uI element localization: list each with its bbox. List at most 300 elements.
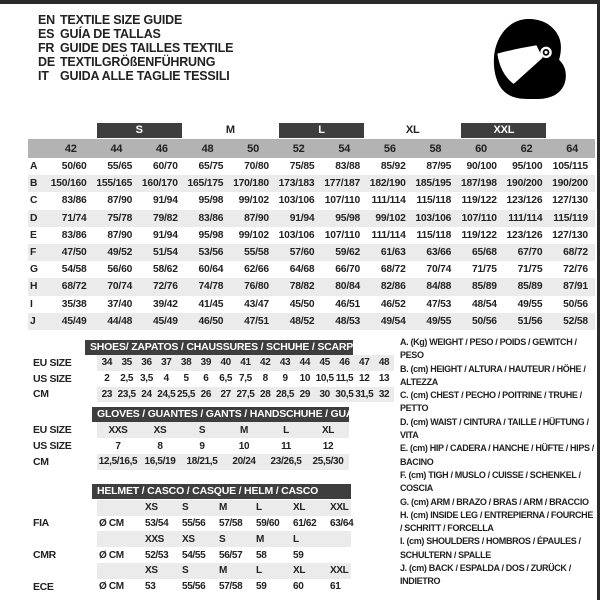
value-cell: 42	[260, 357, 271, 369]
language-code: FR	[38, 41, 55, 55]
size-cell: 91/94	[152, 229, 178, 241]
value-cell: M	[240, 424, 248, 436]
size-cell: 61/63	[380, 247, 406, 259]
row-label: B	[30, 178, 38, 190]
language-code: DE	[38, 55, 55, 69]
value-cell: 4	[163, 373, 169, 385]
legend-item: I. (cm) SHOULDERS / HOMBROS / ÉPAULES / SCHULTERN / SPALLE	[400, 536, 581, 560]
size-cell: 115/118	[416, 195, 452, 207]
size-header: XXS	[145, 533, 164, 545]
size-cell: 50/56	[563, 298, 588, 310]
size-cell: 50/56	[472, 315, 497, 327]
row-label: H	[30, 281, 38, 293]
size-cell: 95/98	[335, 212, 361, 224]
row-values	[97, 531, 351, 547]
size-group	[458, 123, 549, 138]
size-cell: 47/53	[426, 298, 452, 310]
value-cell: 56/57	[219, 549, 243, 561]
size-header: S	[182, 502, 189, 514]
size-cell: 58/62	[152, 264, 178, 276]
measurement-row	[28, 278, 595, 295]
size-group-bar: XXL	[461, 123, 546, 138]
language-label: TEXTILGRÖßENFÜHRUNG	[60, 55, 216, 69]
value-cell: 27	[220, 388, 231, 400]
size-cell: 72/76	[152, 281, 178, 293]
size-cell: 55/65	[107, 161, 133, 173]
size-header: XXL	[330, 565, 349, 577]
size-cell: 57/60	[289, 247, 315, 259]
size-cell: 103/106	[278, 195, 315, 207]
size-cell: 70/74	[426, 264, 452, 276]
size-cell: 70/80	[244, 161, 269, 173]
value-cell: 25,5	[177, 388, 196, 400]
size-cell: 83/86	[198, 212, 224, 224]
helmet-table	[28, 484, 394, 595]
size-cell: 59/62	[335, 247, 361, 259]
legend-item: A. (Kg) WEIGHT / PESO / POIDS / GEWITCH / PESO	[400, 337, 577, 361]
row-values	[97, 547, 351, 563]
value-cell: 18/21,5	[186, 456, 218, 468]
value-cell: 45	[319, 357, 330, 369]
language-label: GUIDA ALLE TAGLIE TESSILI	[60, 69, 230, 83]
value-cell: 20/24	[232, 456, 256, 468]
size-cell: 45/49	[61, 315, 87, 327]
value-cell: 11	[281, 440, 291, 452]
size-cell: 155/165	[96, 178, 133, 190]
size-header: S	[182, 565, 189, 577]
size-cell: 99/102	[238, 229, 269, 241]
size-cell: 85/89	[517, 281, 543, 293]
size-cell: 49/55	[426, 315, 452, 327]
value-cell: 7,5	[239, 373, 252, 385]
measurement-row	[28, 158, 595, 175]
size-cell: 83/86	[61, 229, 87, 241]
value-cell: 24,5	[157, 388, 176, 400]
value-cell: 38	[180, 357, 192, 369]
size-cell: 127/130	[552, 195, 588, 207]
value-cell: 59	[293, 549, 304, 561]
size-header: XXL	[330, 502, 349, 514]
size-cell: 91/94	[289, 212, 315, 224]
value-cell: XXS	[108, 424, 128, 436]
row-label: US SIZE	[33, 440, 72, 453]
value-cell: 12	[359, 373, 370, 385]
legend-item: E. (cm) HIP / CADERA / HANCHE / HÜFTE / HIPS / BACINO	[400, 443, 594, 467]
language-row	[38, 55, 233, 69]
legend-item: J. (cm) BACK / ESPALDA / DOS / ZURÜCK / INDIETRO	[400, 563, 571, 587]
size-cell: 47/50	[61, 247, 87, 259]
value-cell: 29	[299, 388, 311, 400]
row-values	[97, 355, 394, 371]
row-values	[97, 438, 349, 454]
sub-table-row	[28, 387, 394, 403]
legend-item: F. (cm) TIGH / MUSLO / CUISSE / SCHENKEL / COSCIA	[400, 469, 581, 494]
language-row	[38, 27, 233, 41]
gloves-title-row	[28, 406, 394, 422]
language-label: GUIDE DES TAILLES TEXTILE	[60, 41, 234, 55]
column-header: 58	[429, 142, 442, 155]
helmet-table-title: HELMET / CASCO / CASQUE / HELM / CASCO	[92, 484, 351, 499]
size-cell: 51/56	[517, 315, 543, 327]
value-cell: 8	[262, 373, 268, 385]
size-cell: 170/180	[233, 178, 269, 190]
legend-item: C. (cm) CHEST / PECHO / POITRINE / TRUHE / PETTO	[400, 390, 582, 414]
row-label: E	[30, 229, 37, 241]
size-cell: 37/40	[107, 298, 133, 310]
value-cell: 57/58	[219, 517, 243, 529]
size-cell: 115/119	[553, 212, 588, 224]
size-header: L	[293, 533, 299, 545]
size-cell: 79/82	[152, 212, 178, 224]
size-cell: 123/126	[506, 229, 543, 241]
column-header: 54	[338, 142, 351, 155]
size-cell: 60/70	[152, 161, 178, 173]
size-cell: 105/115	[552, 161, 588, 173]
value-cell: 35	[121, 357, 132, 369]
value-cell: 55/56	[182, 517, 206, 529]
language-title-block	[38, 13, 233, 83]
row-label: A	[30, 161, 38, 173]
size-cell: 35/38	[61, 298, 87, 310]
measurement-row	[28, 261, 595, 278]
value-cell: 28	[260, 388, 271, 400]
value-cell: 43	[279, 357, 291, 369]
value-cell: XL	[321, 424, 335, 436]
size-cell: 45/50	[289, 298, 315, 310]
size-cell: 71/74	[61, 212, 87, 224]
size-cell: 187/198	[460, 178, 497, 190]
row-label: C	[30, 195, 38, 207]
size-cell: 90/100	[466, 161, 497, 173]
gloves-table-title: GLOVES / GUANTES / GANTS / HANDSCHUHE / GUANTI	[92, 407, 349, 422]
helmet-value-row	[28, 579, 394, 595]
row-label: G	[30, 264, 38, 276]
racing-helmet-icon	[486, 15, 570, 114]
measurement-row	[28, 192, 595, 209]
size-cell: 74/78	[198, 281, 224, 293]
size-cell: 71/75	[472, 264, 497, 276]
size-cell: 64/68	[289, 264, 315, 276]
size-group-bar: S	[97, 123, 182, 138]
size-header: XL	[293, 502, 306, 514]
size-cell: 47/51	[244, 315, 269, 327]
column-header: 62	[520, 142, 533, 155]
size-cell: 80/84	[335, 281, 361, 293]
column-header: 56	[383, 142, 396, 155]
size-cell: 41/45	[198, 298, 224, 310]
row-values	[97, 387, 394, 403]
value-cell: 61	[330, 581, 341, 593]
value-cell: 9	[199, 440, 205, 452]
size-cell: 95/98	[198, 195, 224, 207]
size-header: L	[256, 565, 262, 577]
size-cell: 160/170	[141, 178, 178, 190]
size-cell: 68/72	[61, 281, 87, 293]
size-cell: 65/68	[472, 247, 497, 259]
sub-table-row	[28, 422, 394, 438]
size-cell: 68/72	[380, 264, 406, 276]
size-cell: 95/98	[198, 229, 224, 241]
size-cell: 76/80	[244, 281, 269, 293]
size-header: M	[256, 533, 264, 545]
value-cell: 47	[359, 357, 370, 369]
value-cell: 6,5	[219, 373, 233, 385]
size-cell: 63/66	[426, 247, 452, 259]
size-cell: 87/95	[426, 161, 452, 173]
row-label: I	[30, 298, 33, 310]
value-cell: 39	[200, 357, 212, 369]
row-values	[97, 422, 349, 438]
value-cell: 40	[220, 357, 231, 369]
size-cell: 103/106	[278, 229, 315, 241]
value-cell: L	[283, 424, 289, 436]
row-label: EU SIZE	[33, 424, 72, 437]
row-values	[97, 371, 394, 387]
size-cell: 43/47	[244, 298, 269, 310]
value-cell: 12	[322, 440, 334, 452]
value-cell: 23/26,5	[270, 456, 302, 468]
size-cell: 190/200	[506, 178, 543, 190]
size-header: S	[219, 533, 226, 545]
size-cell: 48/52	[289, 315, 315, 327]
helmet-size-row	[28, 500, 394, 516]
size-cell: 82/86	[380, 281, 406, 293]
size-cell: 39/42	[152, 298, 178, 310]
row-values	[97, 579, 351, 595]
column-header: 64	[566, 142, 579, 155]
size-cell: 95/100	[512, 161, 543, 173]
size-cell: 55/58	[244, 247, 269, 259]
size-group	[276, 123, 367, 138]
column-header: 52	[292, 142, 305, 155]
measurement-row	[28, 313, 595, 330]
value-cell: 37	[161, 357, 172, 369]
size-header: XL	[293, 565, 306, 577]
size-group	[94, 123, 185, 138]
measurement-row	[28, 175, 595, 192]
legend-item: H. (cm) INSIDE LEG / ENTREPIERNA / FOURCHE / SCHRITT / FORCELLA	[400, 509, 593, 534]
size-header: L	[256, 502, 262, 514]
value-cell: 52/53	[145, 549, 169, 561]
size-cell: 127/130	[552, 229, 588, 241]
value-cell: 53	[145, 581, 156, 593]
size-cell: 46/51	[335, 298, 361, 310]
language-row	[38, 41, 233, 55]
measurement-row	[28, 296, 595, 313]
row-values	[97, 454, 349, 470]
helmet-size-row	[28, 563, 394, 579]
sub-table-row	[28, 371, 394, 387]
sub-table-row	[28, 454, 394, 470]
value-cell: 10	[299, 373, 311, 385]
row-values	[97, 563, 351, 579]
value-cell: 23,5	[117, 388, 136, 400]
size-cell: 177/187	[324, 178, 361, 190]
row-label: CM	[33, 455, 49, 468]
size-cell: 51/54	[152, 247, 178, 259]
size-cell: 46/50	[198, 315, 224, 327]
value-cell: 61/62	[293, 517, 317, 529]
value-cell: 59/60	[256, 517, 280, 529]
legend-item: G. (cm) ARM / BRAZO / BRAS / ARM / BRACCIO	[400, 496, 589, 507]
sub-table-row	[28, 438, 394, 454]
shoes-table	[28, 339, 394, 402]
value-cell: 60	[293, 581, 304, 593]
language-code: IT	[38, 69, 49, 83]
size-cell: 190/200	[552, 178, 588, 190]
value-cell: 27,5	[236, 388, 255, 400]
value-cell: 10,5	[315, 373, 334, 385]
size-cell: 185/195	[415, 178, 452, 190]
textile-size-table	[28, 121, 595, 330]
size-header: XS	[145, 565, 158, 577]
size-cell: 49/55	[517, 298, 543, 310]
size-group-row	[28, 121, 595, 139]
value-cell: 57/58	[219, 581, 243, 593]
row-label: US SIZE	[33, 372, 72, 385]
value-cell: XS	[153, 424, 167, 436]
size-header: M	[219, 502, 227, 514]
size-cell: 54/58	[61, 264, 87, 276]
value-cell: 55/56	[182, 581, 206, 593]
row-label: D	[30, 212, 38, 224]
size-cell: 68/72	[563, 247, 588, 259]
value-cell: 36	[141, 357, 152, 369]
row-label: CM	[33, 388, 49, 401]
value-cell: S	[198, 424, 206, 436]
value-cell: 63/64	[330, 517, 354, 529]
size-cell: 50/60	[61, 161, 87, 173]
value-cell: 48	[378, 357, 390, 369]
value-cell: 2,5	[120, 373, 134, 385]
size-cell: 150/160	[50, 178, 87, 190]
column-header: 42	[64, 142, 77, 155]
helmet-title-row	[28, 484, 394, 500]
measurement-row	[28, 210, 595, 227]
language-code: EN	[38, 13, 55, 27]
size-cell: 123/126	[506, 195, 543, 207]
size-cell: 84/88	[426, 281, 452, 293]
size-cell: 99/102	[238, 195, 269, 207]
size-cell: 75/78	[107, 212, 133, 224]
size-cell: 52/58	[563, 315, 588, 327]
value-cell: 9	[282, 373, 288, 385]
value-cell: 2	[104, 373, 110, 385]
size-cell: 67/70	[517, 247, 543, 259]
size-cell: 103/106	[415, 212, 452, 224]
language-row	[38, 69, 233, 83]
size-cell: 71/75	[517, 264, 543, 276]
size-cell: 83/88	[335, 161, 361, 173]
size-cell: 107/110	[324, 229, 361, 241]
size-cell: 87/91	[563, 281, 588, 293]
value-cell: 34	[101, 357, 113, 369]
size-cell: 78/82	[289, 281, 315, 293]
certification-label: CMR	[33, 549, 56, 562]
size-cell: 53/56	[198, 247, 224, 259]
size-cell: 85/92	[380, 161, 406, 173]
helmet-value-row	[28, 547, 394, 563]
column-header: 48	[201, 142, 214, 155]
size-cell: 49/54	[380, 315, 406, 327]
column-header: 44	[110, 142, 123, 155]
value-cell: 3,5	[140, 373, 153, 385]
column-header: 50	[247, 142, 260, 155]
size-cell: 87/90	[107, 229, 133, 241]
accessory-tables	[28, 339, 394, 595]
size-cell: 165/175	[187, 178, 224, 190]
top-frame-line	[0, 0, 600, 4]
size-cell: 115/118	[416, 229, 452, 241]
value-cell: 30,5	[335, 388, 354, 400]
row-label: J	[30, 315, 36, 327]
certification-label: ECE	[33, 580, 54, 593]
size-cell: 87/90	[107, 195, 133, 207]
size-cell: 119/122	[461, 229, 497, 241]
size-header: XS	[182, 533, 195, 545]
size-group-bar: L	[279, 123, 364, 138]
value-cell: 25,5/30	[312, 456, 344, 468]
diameter-unit: Ø CM	[99, 549, 124, 561]
size-cell: 173/183	[278, 178, 315, 190]
size-cell: 87/90	[244, 212, 269, 224]
size-cell: 91/94	[152, 195, 178, 207]
value-cell: 44	[299, 357, 311, 369]
value-cell: 7	[115, 440, 121, 452]
legend-item: B. (cm) HEIGHT / ALTURA / HAUTEUR / HÖHE / ALTEZZA	[400, 363, 586, 387]
language-row	[38, 13, 233, 27]
measurement-legend	[400, 336, 597, 589]
shoes-title-row	[28, 339, 394, 355]
value-cell: 58	[256, 549, 267, 561]
size-cell: 70/74	[107, 281, 133, 293]
value-cell: 6	[203, 373, 209, 385]
diameter-unit: Ø CM	[99, 517, 124, 529]
size-cell: 49/52	[107, 247, 133, 259]
column-header-row	[28, 139, 595, 158]
size-cell: 85/89	[472, 281, 497, 293]
value-cell: 26	[200, 388, 212, 400]
value-cell: 53/54	[145, 517, 169, 529]
row-values	[97, 516, 354, 532]
legend-item: D. (cm) WAIST / CINTURA / TAILLE / HÜFTUNG / VITA	[400, 416, 589, 441]
measurement-row	[28, 227, 595, 244]
size-cell: 119/122	[461, 195, 497, 207]
value-cell: 32	[378, 388, 390, 400]
column-header: 60	[475, 142, 487, 155]
size-cell: 46/52	[380, 298, 406, 310]
sub-table-row	[28, 355, 394, 371]
size-cell: 107/110	[461, 212, 497, 224]
value-cell: 28,5	[276, 388, 295, 400]
value-cell: 24	[141, 388, 152, 400]
size-cell: 45/49	[152, 315, 178, 327]
size-cell: 44/48	[107, 315, 133, 327]
size-cell: 83/86	[61, 195, 87, 207]
size-cell: 99/102	[375, 212, 406, 224]
size-header: M	[219, 565, 227, 577]
value-cell: 10	[238, 440, 250, 452]
value-cell: 12,5/16,5	[98, 456, 138, 468]
value-cell: 30	[319, 388, 330, 400]
size-cell: 111/114	[371, 195, 406, 207]
value-cell: 54/55	[182, 549, 206, 561]
size-cell: 111/114	[508, 212, 543, 224]
row-label: F	[30, 247, 37, 259]
helmet-size-row	[28, 531, 394, 547]
measurement-row	[28, 244, 595, 261]
size-cell: 48/54	[472, 298, 497, 310]
